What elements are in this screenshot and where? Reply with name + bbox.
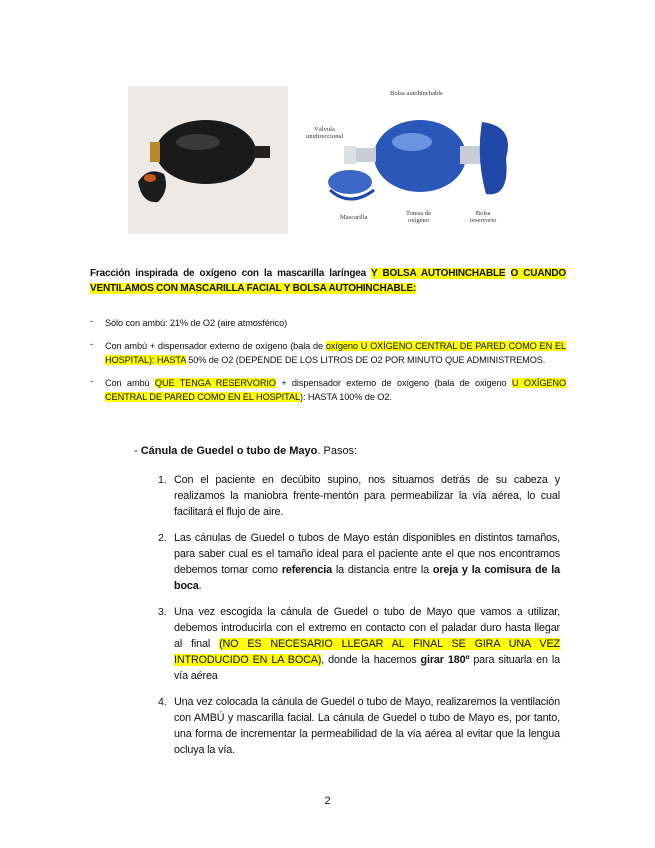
guedel-steps-list (158, 472, 560, 768)
list-item (158, 604, 560, 684)
list-item (90, 376, 566, 405)
label-valvula: Válvula unidireccional (306, 126, 344, 140)
bullet-highlight: oxígeno U OXÍGENO CENTRAL DE PARED COMO EN EL HOSPITAL): HASTA (105, 340, 566, 365)
list-item (158, 472, 560, 520)
step-number: 2. (158, 532, 167, 544)
page-number: 2 (324, 795, 331, 807)
bullet-dash: - (90, 316, 93, 326)
step-highlight: (NO ES NECESARIO LLEGAR AL FINAL SE GIRA UNA VEZ INTRODUCIDO EN LA BOCA) (174, 638, 560, 666)
step-text: la distancia entre la (331, 564, 433, 576)
heading-line-2 (90, 281, 566, 296)
bullet-text: Sólo con ambú: 21% de O2 (aire atmosférico) (105, 318, 288, 328)
ambu-bag-with-laryngeal-mask-photo-icon (128, 86, 288, 234)
step-number: 4. (158, 696, 167, 708)
label-mascarilla: Mascarilla (340, 214, 368, 221)
heading-part-3: O CUANDO (510, 268, 566, 279)
step-text: Una vez colocada la cánula de Guedel o tubo de Mayo, realizaremos la ventilación con AMBÚ y mascarilla facial. La cánula de Guedel o tubo de Mayo es, por tanto, una forma de incrementar la permeabilidad de la vía aérea al evitar que la lengua ocluya la vía. (174, 696, 560, 756)
bullet-text: Con ambú + dispensador externo de oxígeno (bala de (105, 340, 326, 351)
label-bolsa-reservorio: Bolsa reservorio (470, 210, 497, 224)
list-item (158, 694, 560, 758)
step-number: 3. (158, 606, 167, 618)
bullet-dash: - (90, 338, 93, 349)
step-text: Con el paciente en decúbito supino, nos situamos detrás de su cabeza y realizamos la maniobra frente-mentón para permeabilizar la vía aérea, lo cual facilitará el flujo de aire. (174, 474, 560, 518)
bullet-text: + dispensador externo de oxígeno (bala de oxigeno (275, 377, 512, 388)
bullet-text: 50% de O2 (DEPENDE DE LOS LITROS DE O2 POR MINUTO QUE ADMINISTREMOS. (185, 355, 546, 365)
heading-part-2: Y BOLSA AUTOHINCHABLE (371, 268, 506, 279)
section-title (134, 444, 357, 458)
step-text: , donde la hacemos (321, 654, 421, 666)
bullet-highlight: QUE TENGA RESERVORIO (154, 377, 276, 388)
list-item (158, 530, 560, 594)
step-bold: girar 180º (420, 654, 470, 666)
step-text: . (198, 580, 202, 592)
ambu-bag-photo (128, 86, 288, 234)
fio2-bullet-list (90, 316, 566, 413)
section-title-bold: Cánula de Guedel o tubo de Mayo (140, 445, 318, 457)
fio2-heading (90, 266, 566, 296)
step-text: Una vez escogida la cánula de Guedel o tubo de Mayo que vamos a utilizar, debemos introducirla con el extremo en contacto con el paladar duro hasta llegar al final (174, 606, 560, 650)
step-bold: oreja y la comisura de la boca (174, 564, 560, 592)
list-item (90, 316, 566, 331)
heading-part-1: Fracción inspirada de oxígeno con la mascarilla laríngea (90, 268, 366, 279)
label-tomas-oxigeno: Tomas de oxígeno (406, 210, 431, 224)
heading-line-1 (90, 266, 566, 281)
bullet-dash: - (90, 375, 93, 386)
step-number: 1. (158, 474, 167, 486)
step-bold: referencia (281, 564, 332, 576)
step-text: Las cánulas de Guedel o tubos de Mayo están disponibles en distintos tamaños, para saber cual es el tamaño ideal para el paciente ante el que nos encontramos debemos tomar como (174, 532, 560, 576)
bullet-text: Con ambú (105, 377, 155, 388)
step-text: para situarla en la vía aérea (174, 654, 561, 682)
label-bolsa-autohinchable: Bolsa autohinchable (390, 90, 443, 97)
list-item (90, 339, 566, 368)
bullet-text: ): HASTA 100% de O2. (300, 392, 392, 402)
section-prefix: - (134, 445, 141, 457)
heading-part-4: VENTILAMOS CON MASCARILLA FACIAL Y BOLSA AUTOHINCHABLE: (90, 283, 417, 294)
bullet-highlight: U OXÍGENO CENTRAL DE PARED COMO EN EL HOSPITAL (105, 377, 567, 402)
ambu-diagram-photo (306, 86, 515, 234)
section-suffix: . Pasos: (317, 445, 358, 457)
